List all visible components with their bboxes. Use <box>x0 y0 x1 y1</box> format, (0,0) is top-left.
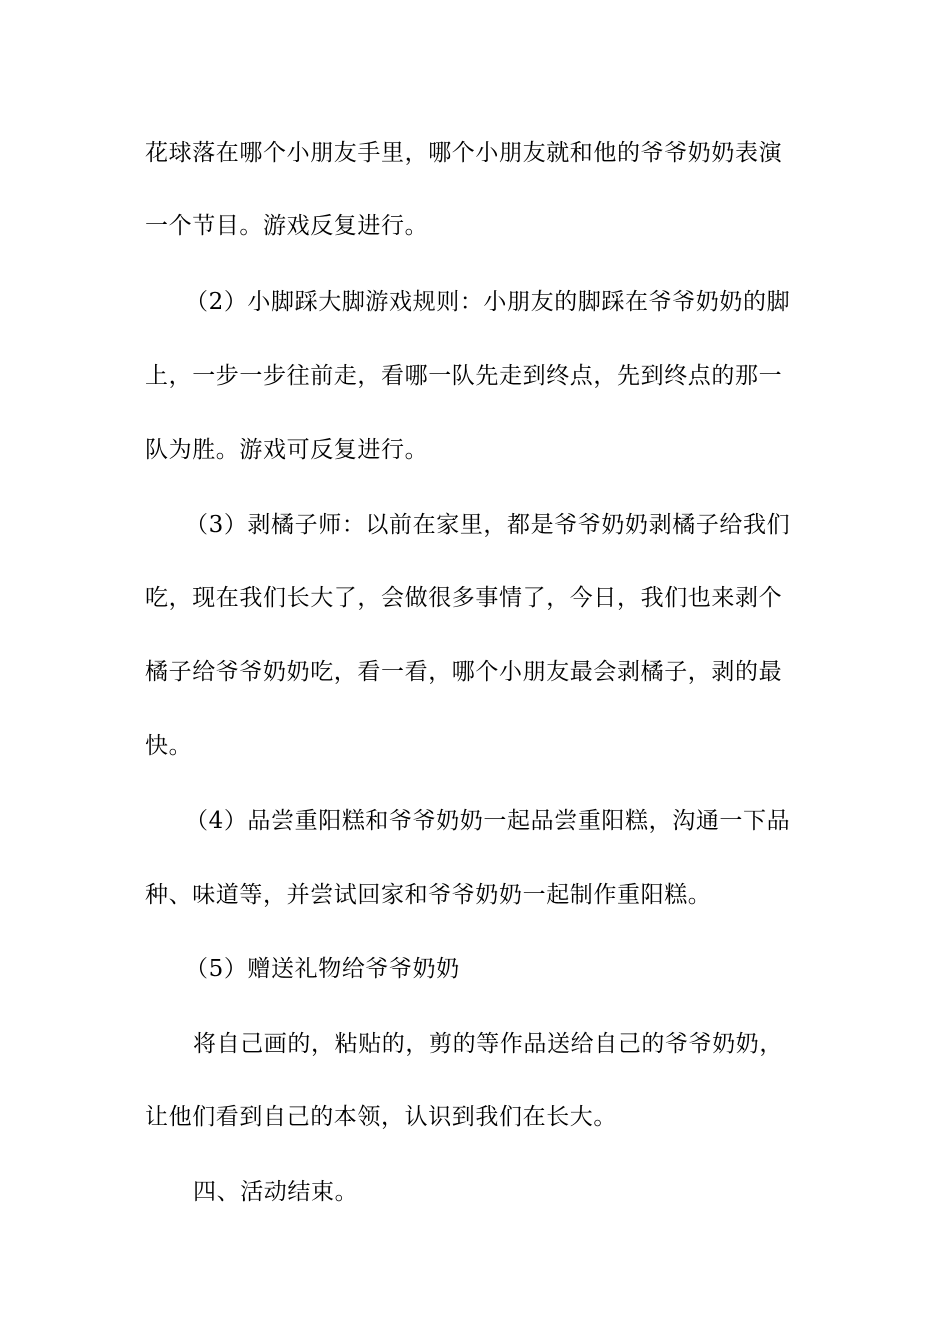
item-4-line-1: （4）品尝重阳糕和爷爷奶奶一起品尝重阳糕，沟通一下品 <box>185 808 791 834</box>
game-3-line-3: 橘子给爷爷奶奶吃，看一看，哪个小朋友最会剥橘子，剥的最 <box>145 659 783 685</box>
game-3-line-4: 快。 <box>145 733 193 759</box>
game-3-line-2: 吃，现在我们长大了，会做很多事情了，今日，我们也来剥个 <box>145 585 783 611</box>
game-3-line-1: （3）剥橘子师：以前在家里，都是爷爷奶奶剥橘子给我们 <box>185 512 791 538</box>
section-heading-activity-end: 四、活动结束。 <box>193 1179 359 1205</box>
game-2-line-2: 上，一步一步往前走，看哪一队先走到终点，先到终点的那一 <box>145 363 783 389</box>
game-2-line-1: （2）小脚踩大脚游戏规则：小朋友的脚踩在爷爷奶奶的脚 <box>185 289 791 315</box>
gift-paragraph-line-1: 将自己画的，粘贴的，剪的等作品送给自己的爷爷奶奶， <box>193 1031 783 1057</box>
game-2-line-3: 队为胜。游戏可反复进行。 <box>145 437 429 463</box>
gift-paragraph-line-2: 让他们看到自己的本领，认识到我们在长大。 <box>145 1104 617 1130</box>
paragraph-line-1: 花球落在哪个小朋友手里，哪个小朋友就和他的爷爷奶奶表演 <box>145 140 783 166</box>
paragraph-line-2: 一个节目。游戏反复进行。 <box>145 213 429 239</box>
item-4-line-2: 种、味道等，并尝试回家和爷爷奶奶一起制作重阳糕。 <box>145 882 712 908</box>
item-5-heading: （5）赠送礼物给爷爷奶奶 <box>185 956 460 982</box>
